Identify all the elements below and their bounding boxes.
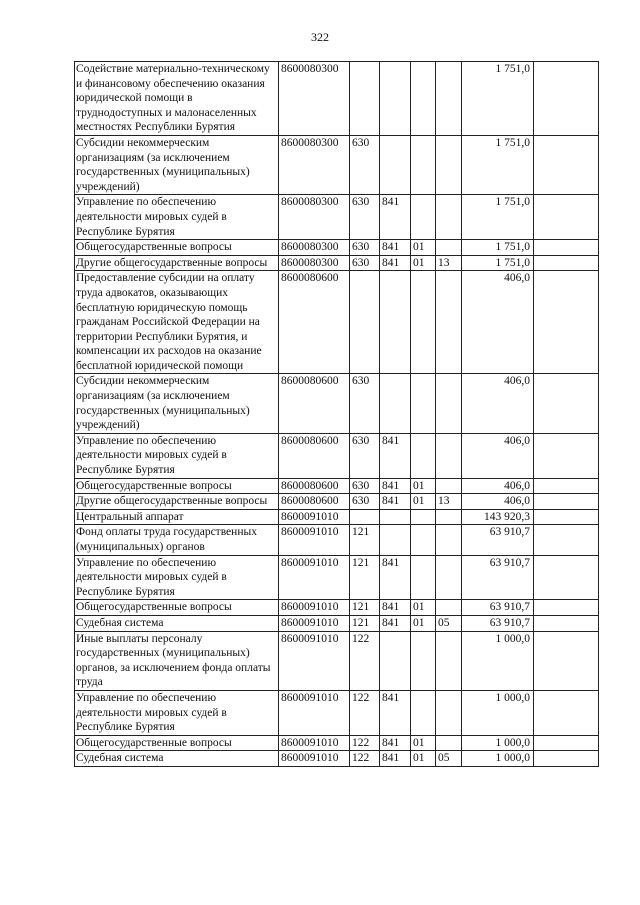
cell-name: Субсидии некоммерческим организациям (за исключением государственных (муниципальных) учреждений)	[75, 374, 279, 433]
cell-target-article: 8600091010	[279, 631, 350, 690]
cell-expense-type: 121	[350, 555, 380, 600]
cell-expense-type: 121	[350, 615, 380, 631]
table-row	[75, 690, 599, 735]
cell-target-article: 8600080600	[279, 374, 350, 433]
cell-section: 01	[411, 751, 436, 767]
cell-amount: 63 910,7	[462, 525, 534, 555]
cell-empty	[534, 240, 599, 256]
table-row	[75, 478, 599, 494]
table-row	[75, 600, 599, 616]
cell-department: 841	[380, 240, 411, 256]
cell-subsection: 05	[436, 751, 462, 767]
cell-amount: 1 000,0	[462, 631, 534, 690]
table-row	[75, 433, 599, 478]
table-row	[75, 135, 599, 194]
cell-department: 841	[380, 751, 411, 767]
table-row	[75, 240, 599, 256]
cell-section: 01	[411, 240, 436, 256]
table-row	[75, 751, 599, 767]
cell-expense-type	[350, 62, 380, 136]
cell-target-article: 8600080600	[279, 478, 350, 494]
cell-subsection	[436, 478, 462, 494]
cell-target-article: 8600091010	[279, 555, 350, 600]
cell-expense-type: 630	[350, 478, 380, 494]
cell-section	[411, 374, 436, 433]
table-row	[75, 615, 599, 631]
cell-expense-type: 121	[350, 600, 380, 616]
cell-department	[380, 271, 411, 374]
cell-section	[411, 271, 436, 374]
cell-section	[411, 509, 436, 525]
cell-empty	[534, 255, 599, 271]
cell-section: 01	[411, 600, 436, 616]
cell-section: 01	[411, 735, 436, 751]
cell-empty	[534, 135, 599, 194]
table-row	[75, 494, 599, 510]
cell-subsection	[436, 240, 462, 256]
cell-department	[380, 374, 411, 433]
cell-expense-type	[350, 271, 380, 374]
cell-empty	[534, 751, 599, 767]
cell-subsection	[436, 555, 462, 600]
cell-target-article: 8600080600	[279, 433, 350, 478]
cell-name: Управление по обеспечению деятельности мировых судей в Республике Бурятия	[75, 195, 279, 240]
cell-subsection: 13	[436, 494, 462, 510]
cell-empty	[534, 631, 599, 690]
cell-target-article: 8600080300	[279, 255, 350, 271]
cell-amount: 1 751,0	[462, 195, 534, 240]
cell-department: 841	[380, 600, 411, 616]
cell-subsection	[436, 62, 462, 136]
cell-expense-type: 630	[350, 494, 380, 510]
cell-amount: 1 000,0	[462, 751, 534, 767]
cell-expense-type: 630	[350, 433, 380, 478]
cell-name: Содействие материально-техническому и финансовому обеспечению оказания юридической помощи в труднодоступных и малонаселенных местностях Республики Бурятия	[75, 62, 279, 136]
cell-section	[411, 690, 436, 735]
cell-empty	[534, 494, 599, 510]
cell-amount: 63 910,7	[462, 555, 534, 600]
cell-target-article: 8600080300	[279, 195, 350, 240]
cell-name: Управление по обеспечению деятельности мировых судей в Республике Бурятия	[75, 555, 279, 600]
cell-subsection	[436, 135, 462, 194]
table-row	[75, 509, 599, 525]
cell-department	[380, 135, 411, 194]
cell-empty	[534, 195, 599, 240]
cell-amount: 1 000,0	[462, 690, 534, 735]
cell-section	[411, 631, 436, 690]
cell-department: 841	[380, 735, 411, 751]
table-row	[75, 374, 599, 433]
table-row	[75, 555, 599, 600]
cell-subsection: 13	[436, 255, 462, 271]
cell-name: Общегосударственные вопросы	[75, 478, 279, 494]
cell-amount: 1 751,0	[462, 255, 534, 271]
cell-expense-type: 630	[350, 135, 380, 194]
cell-section: 01	[411, 478, 436, 494]
cell-name: Другие общегосударственные вопросы	[75, 255, 279, 271]
cell-department: 841	[380, 255, 411, 271]
cell-name: Управление по обеспечению деятельности мировых судей в Республике Бурятия	[75, 433, 279, 478]
cell-name: Фонд оплаты труда государственных (муниципальных) органов	[75, 525, 279, 555]
cell-name: Общегосударственные вопросы	[75, 735, 279, 751]
cell-target-article: 8600080300	[279, 62, 350, 136]
cell-department: 841	[380, 690, 411, 735]
cell-amount: 1 751,0	[462, 240, 534, 256]
cell-subsection	[436, 271, 462, 374]
cell-name: Иные выплаты персоналу государственных (муниципальных) органов, за исключением фонда оплаты труда	[75, 631, 279, 690]
cell-subsection	[436, 690, 462, 735]
cell-empty	[534, 600, 599, 616]
cell-section	[411, 135, 436, 194]
cell-subsection	[436, 374, 462, 433]
cell-target-article: 8600091010	[279, 525, 350, 555]
cell-expense-type: 630	[350, 255, 380, 271]
table-row	[75, 271, 599, 374]
cell-department: 841	[380, 478, 411, 494]
cell-target-article: 8600080300	[279, 135, 350, 194]
cell-department: 841	[380, 615, 411, 631]
cell-name: Судебная система	[75, 751, 279, 767]
cell-target-article: 8600091010	[279, 735, 350, 751]
cell-department	[380, 631, 411, 690]
cell-expense-type: 122	[350, 751, 380, 767]
cell-empty	[534, 735, 599, 751]
cell-department	[380, 62, 411, 136]
table-row	[75, 735, 599, 751]
cell-empty	[534, 615, 599, 631]
cell-expense-type: 122	[350, 735, 380, 751]
cell-expense-type: 122	[350, 631, 380, 690]
cell-target-article: 8600091010	[279, 509, 350, 525]
cell-amount: 63 910,7	[462, 615, 534, 631]
cell-amount: 406,0	[462, 374, 534, 433]
cell-department	[380, 525, 411, 555]
cell-empty	[534, 690, 599, 735]
cell-name: Общегосударственные вопросы	[75, 600, 279, 616]
cell-amount: 406,0	[462, 494, 534, 510]
cell-section: 01	[411, 494, 436, 510]
cell-section	[411, 525, 436, 555]
cell-amount: 143 920,3	[462, 509, 534, 525]
cell-section: 01	[411, 255, 436, 271]
cell-name: Субсидии некоммерческим организациям (за исключением государственных (муниципальных) учреждений)	[75, 135, 279, 194]
cell-target-article: 8600080600	[279, 271, 350, 374]
cell-section	[411, 62, 436, 136]
cell-section	[411, 433, 436, 478]
cell-amount: 63 910,7	[462, 600, 534, 616]
cell-section	[411, 555, 436, 600]
cell-amount: 406,0	[462, 478, 534, 494]
cell-department: 841	[380, 494, 411, 510]
cell-name: Общегосударственные вопросы	[75, 240, 279, 256]
cell-empty	[534, 478, 599, 494]
cell-subsection: 05	[436, 615, 462, 631]
cell-department: 841	[380, 195, 411, 240]
cell-subsection	[436, 525, 462, 555]
cell-section	[411, 195, 436, 240]
cell-subsection	[436, 600, 462, 616]
cell-target-article: 8600091010	[279, 751, 350, 767]
cell-empty	[534, 271, 599, 374]
cell-subsection	[436, 433, 462, 478]
cell-department	[380, 509, 411, 525]
cell-target-article: 8600091010	[279, 615, 350, 631]
table-row	[75, 631, 599, 690]
cell-subsection	[436, 735, 462, 751]
table-row	[75, 62, 599, 136]
cell-name: Другие общегосударственные вопросы	[75, 494, 279, 510]
cell-amount: 406,0	[462, 433, 534, 478]
cell-subsection	[436, 195, 462, 240]
cell-empty	[534, 374, 599, 433]
cell-name: Центральный аппарат	[75, 509, 279, 525]
cell-expense-type: 630	[350, 374, 380, 433]
cell-empty	[534, 433, 599, 478]
table-row	[75, 195, 599, 240]
cell-target-article: 8600080600	[279, 494, 350, 510]
cell-empty	[534, 555, 599, 600]
cell-expense-type: 122	[350, 690, 380, 735]
cell-subsection	[436, 509, 462, 525]
table-body	[75, 62, 599, 767]
cell-empty	[534, 62, 599, 136]
table-row	[75, 525, 599, 555]
page-number: 322	[311, 30, 329, 44]
cell-expense-type: 121	[350, 525, 380, 555]
cell-name: Судебная система	[75, 615, 279, 631]
budget-table	[74, 61, 599, 767]
cell-amount: 1 751,0	[462, 135, 534, 194]
cell-amount: 406,0	[462, 271, 534, 374]
cell-empty	[534, 525, 599, 555]
cell-section: 01	[411, 615, 436, 631]
cell-target-article: 8600080300	[279, 240, 350, 256]
cell-expense-type: 630	[350, 195, 380, 240]
cell-amount: 1 751,0	[462, 62, 534, 136]
cell-subsection	[436, 631, 462, 690]
cell-department: 841	[380, 555, 411, 600]
cell-target-article: 8600091010	[279, 600, 350, 616]
cell-name: Предоставление субсидии на оплату труда адвокатов, оказывающих бесплатную юридическую помощь гражданам Российской Федерации на территории Республики Бурятия, и компенсации их расходов на оказание бесплатной юридической помощи	[75, 271, 279, 374]
cell-name: Управление по обеспечению деятельности мировых судей в Республике Бурятия	[75, 690, 279, 735]
cell-department: 841	[380, 433, 411, 478]
cell-target-article: 8600091010	[279, 690, 350, 735]
table-row	[75, 255, 599, 271]
cell-empty	[534, 509, 599, 525]
cell-expense-type	[350, 509, 380, 525]
cell-amount: 1 000,0	[462, 735, 534, 751]
cell-expense-type: 630	[350, 240, 380, 256]
